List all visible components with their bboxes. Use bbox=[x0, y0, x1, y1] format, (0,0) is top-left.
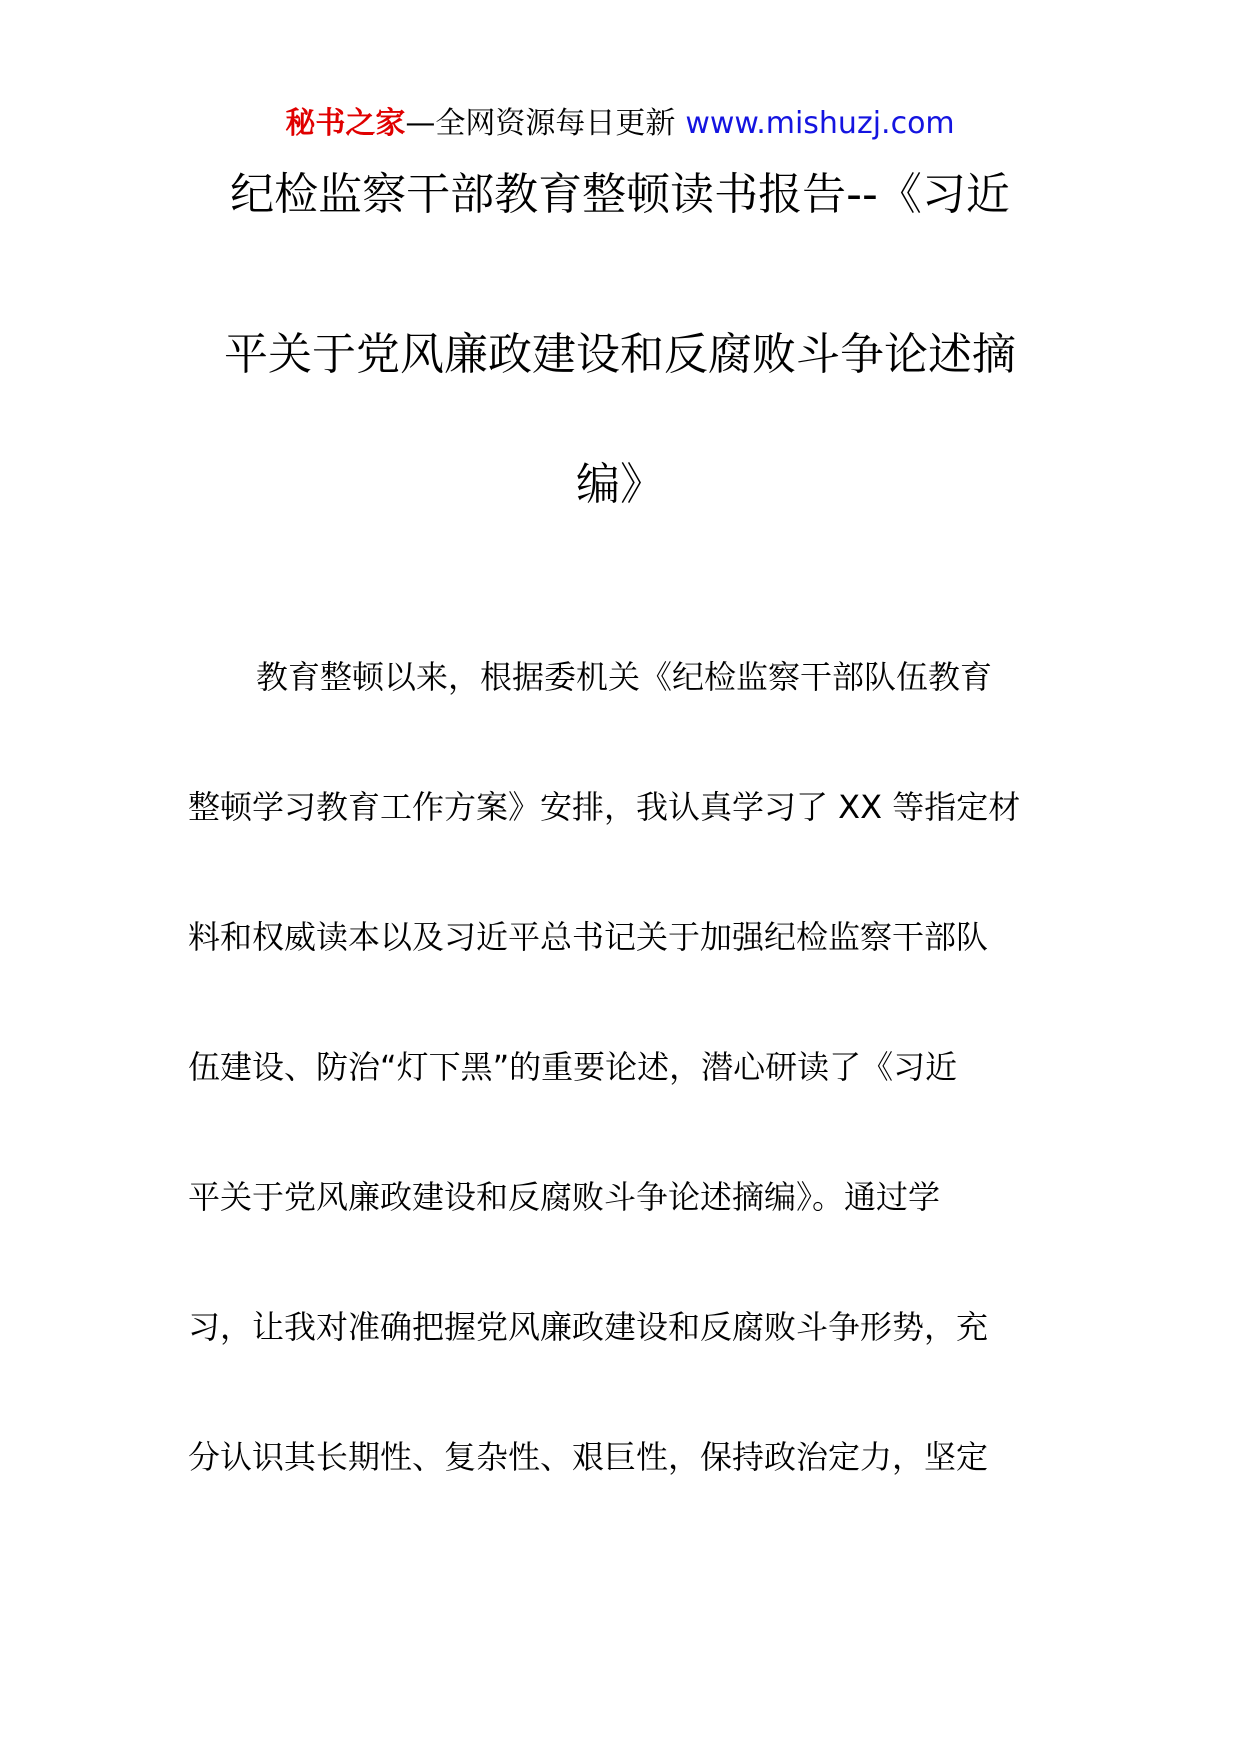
body-line: 平关于党风廉政建设和反腐败斗争论述摘编》。通过学 bbox=[188, 1178, 941, 1216]
site-header bbox=[0, 104, 1240, 144]
body-paragraph bbox=[188, 655, 1068, 1565]
body-line: 伍建设、防治“灯下黑”的重要论述，潜心研读了《习近 bbox=[188, 1048, 958, 1086]
title-line: 平关于党风廉政建设和反腐败斗争论述摘 bbox=[224, 329, 1016, 380]
header-tagline: —全网资源每日更新 bbox=[405, 106, 676, 141]
body-line: 整顿学习教育工作方案》安排，我认真学习了 XX 等指定材 bbox=[188, 788, 1021, 826]
body-line: 习，让我对准确把握党风廉政建设和反腐败斗争形势，充 bbox=[188, 1308, 989, 1346]
document-title bbox=[0, 160, 1240, 550]
brand-name: 秘书之家 bbox=[285, 106, 406, 141]
body-line: 料和权威读本以及习近平总书记关于加强纪检监察干部队 bbox=[188, 918, 989, 956]
body-line: 分认识其长期性、复杂性、艰巨性，保持政治定力，坚定 bbox=[188, 1438, 989, 1476]
site-url-link[interactable]: www.mishuzj.com bbox=[685, 106, 955, 141]
body-line: 教育整顿以来，根据委机关《纪检监察干部队伍教育 bbox=[256, 658, 993, 696]
title-line: 编》 bbox=[576, 459, 664, 510]
title-line: 纪检监察干部教育整顿读书报告--《习近 bbox=[230, 169, 1010, 220]
